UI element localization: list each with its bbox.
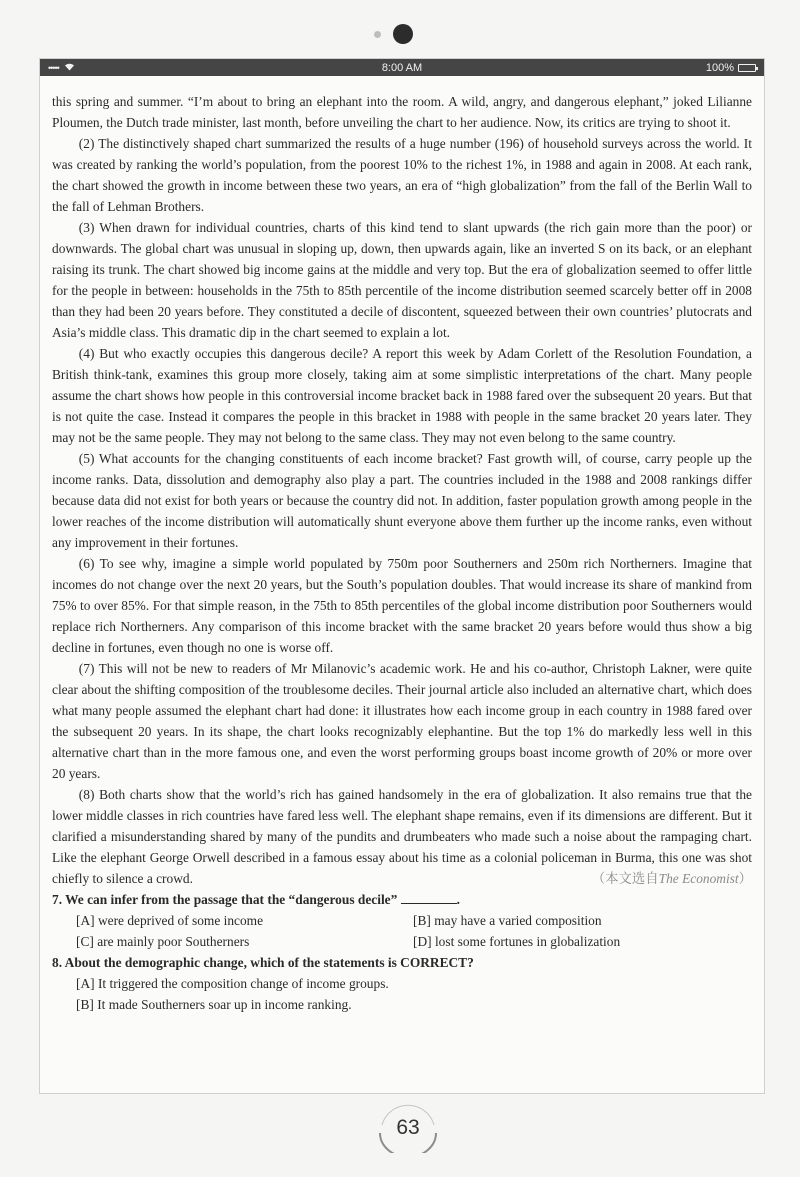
signal-strength-icon: ••••• — [48, 62, 59, 73]
passage-paragraph-4: (4) But who exactly occupies this dangerous decile? A report this week by Adam Corlett of the Resolution Foundation, a British think-tank, examines this group more closely, taking aim at some simplistic interpretations of the chart. Many people assume the chart shows how people in this controversial income bracket back in 1988 fared over the subsequent 20 years. But that is not quite the case. Instead it compares the people in this bracket in 1988 with people in the same bracket 20 years later. They may not be the same people. They may not belong to the same class. They may not even belong to the same country. — [52, 346, 752, 445]
q7-option-a[interactable]: [A] were deprived of some income — [76, 913, 264, 928]
passage-paragraph-8 — [52, 784, 752, 889]
question-8: 8. About the demographic change, which of the statements is CORRECT? — [52, 955, 474, 970]
status-bar — [40, 59, 764, 76]
device-camera — [366, 22, 426, 48]
battery-icon — [738, 64, 756, 72]
question-7-options — [52, 910, 752, 952]
question-7: 7. We can infer from the passage that the “dangerous decile” . — [52, 892, 461, 907]
page-number-text: 63 — [396, 1116, 420, 1139]
sensor-dot — [374, 31, 381, 38]
page-number — [376, 1103, 440, 1153]
wifi-icon — [64, 62, 75, 74]
q8-option-b[interactable]: [B] It made Southerners soar up in income ranking. — [76, 997, 352, 1012]
passage-paragraph-2: (2) The distinctively shaped chart summarized the results of a huge number (196) of household surveys across the world. It was created by ranking the world’s population, from the poorest 10% to the richest 1%, in 1988 and again in 2008. At each rank, the chart showed the growth in income between these two years, an era of “high globalization” from the fall of the Berlin Wall to the fall of Lehman Brothers. — [52, 136, 752, 214]
q8-option-a[interactable]: [A] It triggered the composition change of income groups. — [76, 976, 389, 991]
source-citation: （本文选自The Economist） — [591, 871, 752, 886]
status-time: 8:00 AM — [381, 61, 423, 74]
tablet-screen — [39, 58, 765, 1094]
camera-lens — [393, 24, 413, 44]
passage-paragraph-1: this spring and summer. “I’m about to bring an elephant into the room. A wild, angry, and dangerous elephant,” joked Lilianne Ploumen, the Dutch trade minister, last month, before unveiling the chart to her audience. Now, its critics are trying to shoot it. — [52, 94, 752, 130]
battery-percentage: 100% — [705, 61, 734, 74]
q7-option-d[interactable]: [D] lost some fortunes in globalization — [413, 934, 621, 949]
q7-option-c[interactable]: [C] are mainly poor Southerners — [76, 934, 250, 949]
paragraph-8-text: (8) Both charts show that the world’s rich has gained handsomely in the era of globalization. It also remains true that the lower middle classes in rich countries have fared less well. The elephant shape remains, even if its dimensions are different. But it clarified a misunderstanding shared by many of the pundits and drumbeaters who made such a noise about the rampaging chart. Like the elephant George Orwell described in a famous essay about his time as a colonial policeman in Burma, this one was shot chiefly to silence a crowd. — [52, 787, 752, 886]
answer-blank — [401, 891, 457, 904]
passage-paragraph-5: (5) What accounts for the changing constituents of each income bracket? Fast growth will, of course, carry people up the income ranks. Data, dissolution and demography also play a part. The countries included in the 1988 and 2008 rankings differ because data did not exist for both years or because the country did not. In addition, faster population growth among people in the lower reaches of the income distribution will automatically shunt everyone above them further up the income ranks, even without any improvement in their fortunes. — [52, 451, 752, 550]
q7-option-b[interactable]: [B] may have a varied composition — [413, 913, 602, 928]
passage-paragraph-7: (7) This will not be new to readers of Mr Milanovic’s academic work. He and his co-author, Christoph Lakner, were quite clear about the shifting composition of the troublesome deciles. Their journal article also included an alternative chart, which does what many people assumed the elephant chart had done: it illustrates how each income group in each country in 1988 fared over the subsequent 20 years. In its shape, the chart looks recognizably elephantine. But the top 1% do markedly less well in this alternative chart than in the more famous one, and even the worst performing groups boast income growth of 20% or more over 20 years. — [52, 661, 752, 781]
passage-paragraph-6: (6) To see why, imagine a simple world populated by 750m poor Southerners and 250m rich Northerners. Imagine that incomes do not change over the next 20 years, but the South’s population doubles. That would increase its share of mankind from 75% to over 85%. For that simple reason, in the 75th to 85th percentiles of the global income distribution poor Southerners would replace rich Northerners. Any comparison of this income bracket with the same bracket 20 years before would thus show a big decline in fortunes, even though no one is worse off. — [52, 556, 752, 655]
reading-passage — [40, 76, 764, 1015]
source-publication: The Economist — [658, 871, 739, 886]
passage-paragraph-3: (3) When drawn for individual countries, charts of this kind tend to slant upwards (the rich gain more than the poor) or downwards. The global chart was unusual in sloping up, down, then upwards again, like an inverted S on its back, or an elephant raising its trunk. The chart showed big income gains at the middle and very top. But the era of globalization seemed to offer little for the people in between: households in the 75th to 85th percentile of the income distribution seemed scarcely better off in 2008 than they had been 20 years before. They constituted a decile of discontent, squeezed between their own countries’ plutocrats and Asia’s middle class. This dramatic dip in the chart seemed to explain a lot. — [52, 220, 752, 340]
